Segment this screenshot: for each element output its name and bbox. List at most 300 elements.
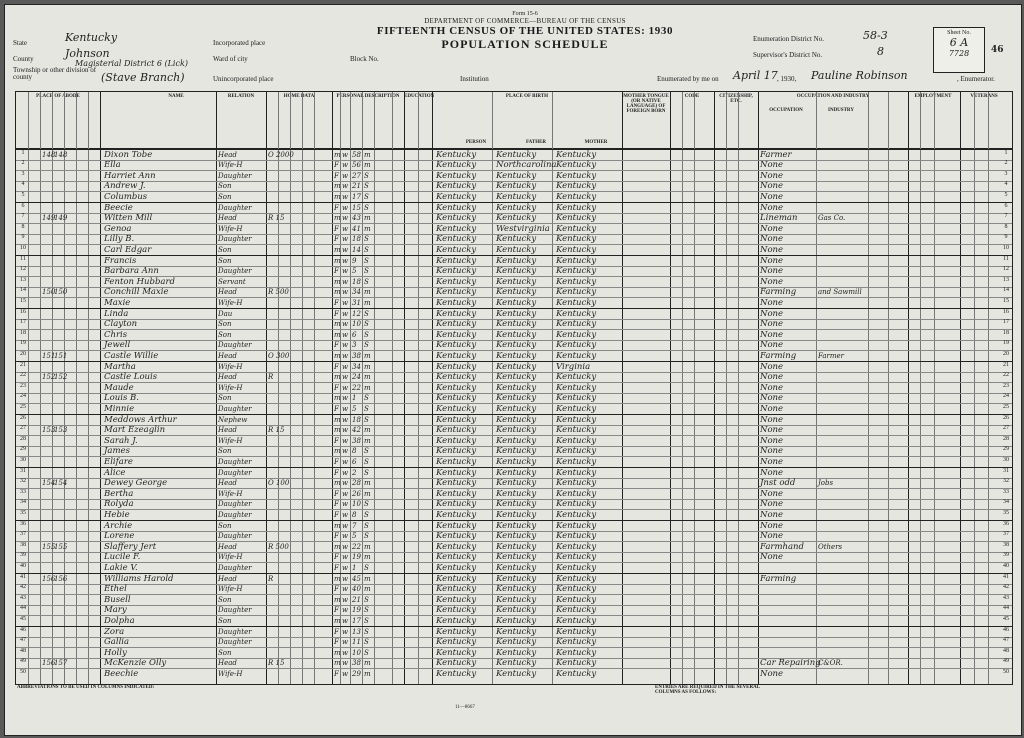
marital-status: S — [364, 330, 369, 339]
age: 19 — [352, 606, 361, 615]
row-number: 21 — [20, 361, 26, 368]
person-name: Dixon Tobe — [104, 149, 153, 160]
row-number-right: 30 — [1003, 456, 1009, 463]
dwelling-number: 148 — [42, 150, 56, 159]
birthplace-mother: Kentucky — [556, 191, 597, 202]
age: 24 — [352, 373, 361, 382]
row-number-right: 8 — [1004, 223, 1008, 230]
relationship: Daughter — [218, 500, 252, 509]
row-number-right: 49 — [1003, 658, 1009, 665]
marital-status: m — [364, 150, 371, 159]
row-number-right: 22 — [1003, 372, 1009, 379]
marital-status: S — [364, 606, 369, 615]
birthplace-mother: Kentucky — [556, 647, 597, 658]
row-number-right: 24 — [1003, 393, 1009, 400]
birthplace-person: Kentucky — [436, 266, 477, 277]
race: w — [342, 182, 348, 191]
age: 2 — [352, 468, 357, 477]
occupation: None — [760, 372, 784, 383]
marital-status: S — [364, 277, 369, 286]
birthplace-mother: Kentucky — [556, 467, 597, 478]
person-name: Maude — [104, 382, 134, 393]
relationship: Son — [218, 320, 232, 329]
birthplace-person: Kentucky — [436, 446, 477, 457]
race: w — [342, 616, 348, 625]
birthplace-father: Kentucky — [496, 350, 537, 361]
race: w — [342, 161, 348, 170]
birthplace-father: Kentucky — [496, 266, 537, 277]
birthplace-father: Kentucky — [496, 191, 537, 202]
row-number: 46 — [20, 626, 26, 633]
marital-status: S — [364, 192, 369, 201]
row-number-right: 26 — [1003, 414, 1009, 421]
race: w — [342, 426, 348, 435]
relationship: Wife-H — [218, 669, 243, 678]
sex: m — [334, 320, 341, 329]
row-number: 41 — [20, 573, 26, 580]
birthplace-father: Kentucky — [496, 393, 537, 404]
birthplace-person: Kentucky — [436, 435, 477, 446]
sex: m — [334, 648, 341, 657]
row-number: 22 — [20, 372, 26, 379]
person-name: Columbus — [104, 191, 148, 202]
home-tenure: R 500 — [268, 288, 289, 297]
sex: m — [334, 415, 341, 424]
sex: m — [334, 542, 341, 551]
person-name: Martha — [104, 361, 136, 372]
birthplace-father: Kentucky — [496, 552, 537, 563]
birthplace-mother: Kentucky — [556, 372, 597, 383]
dwelling-number: 156 — [42, 659, 56, 668]
row-number-right: 15 — [1003, 297, 1009, 304]
home-tenure: R 15 — [268, 659, 285, 668]
race: w — [342, 595, 348, 604]
row-number-right: 21 — [1003, 361, 1009, 368]
occupation: None — [760, 499, 784, 510]
row-number: 2 — [21, 160, 25, 167]
ward-label: Ward of city — [213, 55, 248, 63]
relationship: Daughter — [218, 404, 252, 413]
birthplace-father: Kentucky — [496, 467, 537, 478]
age: 21 — [352, 595, 361, 604]
race: w — [342, 500, 348, 509]
row-number-right: 5 — [1004, 191, 1008, 198]
birthplace-person: Kentucky — [436, 319, 477, 330]
col-occupation-industry: OCCUPATION AND INDUSTRY — [796, 94, 870, 99]
row-number-right: 10 — [1003, 244, 1009, 251]
birthplace-father: Northcarolina — [496, 160, 557, 171]
row-number: 44 — [20, 605, 26, 612]
relationship: Wife-H — [218, 553, 243, 562]
home-tenure: R 15 — [268, 214, 285, 223]
sex: F — [334, 267, 339, 276]
row-number: 37 — [20, 531, 26, 538]
person-name: Zora — [104, 626, 125, 637]
person-name: Andrew J. — [104, 181, 146, 192]
birthplace-person: Kentucky — [436, 223, 477, 234]
birthplace-father: Kentucky — [496, 531, 537, 542]
row-number: 35 — [20, 509, 26, 516]
age: 13 — [352, 627, 361, 636]
occupation: None — [760, 446, 784, 457]
dwelling-number: 156 — [42, 574, 56, 583]
birthplace-father: Kentucky — [496, 541, 537, 552]
row-number: 28 — [20, 435, 26, 442]
row-number-right: 14 — [1003, 287, 1009, 294]
family-number: 156 — [54, 574, 68, 583]
sex: F — [334, 627, 339, 636]
race: w — [342, 245, 348, 254]
occupation: None — [760, 403, 784, 414]
birthplace-father: Kentucky — [496, 170, 537, 181]
occupation: Farming — [760, 287, 797, 298]
row-number: 42 — [20, 584, 26, 591]
industry: Others — [818, 542, 843, 551]
race: w — [342, 457, 348, 466]
form-code: 11—8667 — [455, 705, 475, 710]
race: w — [342, 521, 348, 530]
state-label: State — [13, 39, 27, 47]
sex: F — [334, 563, 339, 572]
col-education: EDUCATION — [404, 94, 435, 99]
supervisor-district-label: Supervisor's District No. — [753, 51, 823, 59]
family-number: 149 — [54, 214, 68, 223]
occupation: None — [760, 414, 784, 425]
person-name: Barbara Ann — [104, 266, 159, 277]
marital-status: S — [364, 510, 369, 519]
race: w — [342, 553, 348, 562]
birthplace-mother: Kentucky — [556, 615, 597, 626]
sex: m — [334, 659, 341, 668]
unincorporated-label: Unincorporated place — [213, 75, 274, 83]
sex: F — [334, 224, 339, 233]
birthplace-mother: Kentucky — [556, 668, 597, 679]
person-name: Lakie V. — [104, 562, 138, 573]
sex: m — [334, 479, 341, 488]
row-number: 26 — [20, 414, 26, 421]
age: 9 — [352, 256, 357, 265]
relationship: Wife-H — [218, 436, 243, 445]
relationship: Wife-H — [218, 489, 243, 498]
occupation: None — [760, 435, 784, 446]
birthplace-person: Kentucky — [436, 329, 477, 340]
marital-status: m — [364, 373, 371, 382]
birthplace-person: Kentucky — [436, 467, 477, 478]
birthplace-father: Kentucky — [496, 414, 537, 425]
age: 58 — [352, 150, 361, 159]
occupation: Car Repairing — [760, 658, 821, 669]
birthplace-person: Kentucky — [436, 244, 477, 255]
relationship: Daughter — [218, 627, 252, 636]
person-name: Lilly B. — [104, 234, 135, 245]
person-name: Busell — [104, 594, 131, 605]
col-employment: EMPLOYMENT — [914, 94, 952, 99]
birthplace-person: Kentucky — [436, 668, 477, 679]
person-name: Conchill Maxie — [104, 287, 169, 298]
home-tenure: R 500 — [268, 542, 289, 551]
birthplace-mother: Kentucky — [556, 552, 597, 563]
birthplace-person: Kentucky — [436, 488, 477, 499]
race: w — [342, 404, 348, 413]
row-number: 32 — [20, 478, 26, 485]
occupation: None — [760, 202, 784, 213]
relationship: Son — [218, 648, 232, 657]
marital-status: m — [364, 298, 371, 307]
birthplace-person: Kentucky — [436, 509, 477, 520]
sheet-sub-value: 7728 — [948, 49, 970, 58]
row-number-right: 28 — [1003, 435, 1009, 442]
birthplace-person: Kentucky — [436, 541, 477, 552]
relationship: Head — [218, 373, 237, 382]
race: w — [342, 373, 348, 382]
age: 1 — [352, 563, 357, 572]
birthplace-father: Kentucky — [496, 435, 537, 446]
sex: m — [334, 447, 341, 456]
race: w — [342, 669, 348, 678]
row-number-right: 33 — [1003, 488, 1009, 495]
race: w — [342, 415, 348, 424]
marital-status: S — [364, 563, 369, 572]
state-value: Kentucky — [65, 31, 118, 44]
row-number-right: 35 — [1003, 509, 1009, 516]
relationship: Daughter — [218, 457, 252, 466]
person-name: Dewey George — [104, 478, 168, 489]
person-name: Carl Edgar — [104, 244, 152, 255]
row-number: 4 — [21, 181, 25, 188]
sex: m — [334, 182, 341, 191]
row-number-right: 39 — [1003, 552, 1009, 559]
race: w — [342, 532, 348, 541]
marital-status: m — [364, 574, 371, 583]
race: w — [342, 330, 348, 339]
age: 41 — [352, 224, 361, 233]
birthplace-father: Kentucky — [496, 329, 537, 340]
row-number: 8 — [21, 223, 25, 230]
row-number-right: 37 — [1003, 531, 1009, 538]
col-code: CODE — [684, 94, 700, 99]
birthplace-person: Kentucky — [436, 276, 477, 287]
person-name: Archie — [104, 520, 133, 531]
age: 8 — [352, 447, 357, 456]
race: w — [342, 214, 348, 223]
age: 5 — [352, 532, 357, 541]
age: 29 — [352, 669, 361, 678]
birthplace-mother: Kentucky — [556, 531, 597, 542]
occupation: None — [760, 266, 784, 277]
sex: F — [334, 510, 339, 519]
race: w — [342, 298, 348, 307]
birthplace-person: Kentucky — [436, 170, 477, 181]
birthplace-father: Kentucky — [496, 403, 537, 414]
birthplace-person: Kentucky — [436, 213, 477, 224]
row-number: 27 — [20, 425, 26, 432]
institution-label: Institution — [460, 75, 489, 83]
race: w — [342, 256, 348, 265]
row-number: 49 — [20, 658, 26, 665]
marital-status: S — [364, 320, 369, 329]
age: 5 — [352, 404, 357, 413]
relationship: Daughter — [218, 203, 252, 212]
occupation: Lineman — [760, 213, 798, 224]
row-number: 13 — [20, 276, 26, 283]
race: w — [342, 192, 348, 201]
birthplace-father: Kentucky — [496, 594, 537, 605]
row-number-right: 44 — [1003, 605, 1009, 612]
birthplace-father: Kentucky — [496, 626, 537, 637]
enumerated-year: , 1930, — [777, 75, 797, 83]
birthplace-mother: Kentucky — [556, 149, 597, 160]
birthplace-mother: Kentucky — [556, 276, 597, 287]
birthplace-person: Kentucky — [436, 340, 477, 351]
person-name: Sarah J. — [104, 435, 138, 446]
sheet-number-box — [933, 27, 985, 73]
industry: and Sawmill — [818, 288, 862, 297]
sex: m — [334, 245, 341, 254]
township-value: Magisterial District 6 (Lick) — [75, 59, 188, 68]
sex: m — [334, 192, 341, 201]
occupation: None — [760, 425, 784, 436]
birthplace-father: Kentucky — [496, 509, 537, 520]
occupation: None — [760, 191, 784, 202]
birthplace-father: Kentucky — [496, 213, 537, 224]
birthplace-father: Kentucky — [496, 520, 537, 531]
birthplace-father: Kentucky — [496, 372, 537, 383]
table-header — [16, 92, 1012, 149]
race: w — [342, 383, 348, 392]
row-number-right: 4 — [1004, 181, 1008, 188]
row-number-right: 42 — [1003, 584, 1009, 591]
person-name: Elifare — [104, 456, 133, 467]
person-name: Chris — [104, 329, 128, 340]
age: 22 — [352, 383, 361, 392]
age: 28 — [352, 479, 361, 488]
occupation: Jnst odd — [760, 478, 796, 489]
industry: Farmer — [818, 351, 845, 360]
sex: F — [334, 203, 339, 212]
person-name: Lucile F. — [104, 552, 141, 563]
race: w — [342, 436, 348, 445]
row-number: 25 — [20, 403, 26, 410]
race: w — [342, 224, 348, 233]
relationship: Head — [218, 288, 237, 297]
row-number: 5 — [21, 191, 25, 198]
birthplace-mother: Virginia — [556, 361, 591, 372]
row-number-right: 34 — [1003, 499, 1009, 506]
race: w — [342, 288, 348, 297]
dwelling-number: 153 — [42, 426, 56, 435]
person-name: Ella — [104, 160, 121, 171]
dwelling-number: 151 — [42, 351, 56, 360]
race: w — [342, 585, 348, 594]
person-name: Alice — [104, 467, 126, 478]
row-number: 20 — [20, 350, 26, 357]
sheet-value: 6 A — [949, 36, 969, 49]
relationship: Wife-H — [218, 383, 243, 392]
marital-status: S — [364, 235, 369, 244]
occupation: Farmhand — [760, 541, 804, 552]
age: 5 — [352, 267, 357, 276]
row-number: 48 — [20, 647, 26, 654]
age: 8 — [352, 510, 357, 519]
row-number: 15 — [20, 297, 26, 304]
relationship: Daughter — [218, 563, 252, 572]
birthplace-person: Kentucky — [436, 605, 477, 616]
row-number: 19 — [20, 340, 26, 347]
birthplace-person: Kentucky — [436, 202, 477, 213]
person-name: Jewell — [104, 340, 131, 351]
birthplace-father: Kentucky — [496, 319, 537, 330]
birthplace-person: Kentucky — [436, 552, 477, 563]
birthplace-mother: Kentucky — [556, 499, 597, 510]
relationship: Dau — [218, 309, 233, 318]
birthplace-mother: Kentucky — [556, 234, 597, 245]
relationship: Daughter — [218, 510, 252, 519]
birthplace-mother: Kentucky — [556, 181, 597, 192]
race: w — [342, 648, 348, 657]
person-name: Rolyda — [104, 499, 134, 510]
race: w — [342, 447, 348, 456]
census-sheet — [4, 4, 1022, 736]
birthplace-mother: Kentucky — [556, 446, 597, 457]
relationship: Head — [218, 351, 237, 360]
birthplace-person: Kentucky — [436, 562, 477, 573]
dwelling-number: 155 — [42, 542, 56, 551]
birthplace-person: Kentucky — [436, 584, 477, 595]
occupation: None — [760, 520, 784, 531]
marital-status: S — [364, 457, 369, 466]
row-number: 29 — [20, 446, 26, 453]
sex: m — [334, 150, 341, 159]
birthplace-father: Kentucky — [496, 605, 537, 616]
occupation: None — [760, 340, 784, 351]
relationship: Son — [218, 521, 232, 530]
birthplace-father: Kentucky — [496, 562, 537, 573]
birthplace-mother: Kentucky — [556, 594, 597, 605]
person-name: Williams Harold — [104, 573, 174, 584]
industry: Gas Co. — [818, 214, 846, 223]
birthplace-father: Kentucky — [496, 276, 537, 287]
marital-status: S — [364, 182, 369, 191]
birthplace-person: Kentucky — [436, 191, 477, 202]
race: w — [342, 468, 348, 477]
col-veterans: VETERANS — [970, 94, 998, 99]
relationship: Daughter — [218, 235, 252, 244]
row-number-right: 9 — [1004, 234, 1008, 241]
occupation: None — [760, 234, 784, 245]
age: 7 — [352, 521, 357, 530]
birthplace-person: Kentucky — [436, 478, 477, 489]
birthplace-father: Kentucky — [496, 584, 537, 595]
relationship: Head — [218, 426, 237, 435]
birthplace-mother: Kentucky — [556, 478, 597, 489]
age: 34 — [352, 362, 361, 371]
row-number: 12 — [20, 266, 26, 273]
row-number: 17 — [20, 319, 26, 326]
marital-status: m — [364, 426, 371, 435]
row-number: 34 — [20, 499, 26, 506]
birthplace-person: Kentucky — [436, 308, 477, 319]
birthplace-person: Kentucky — [436, 658, 477, 669]
person-name: Louis B. — [104, 393, 139, 404]
home-tenure: O 300 — [268, 351, 290, 360]
industry: C&OR. — [818, 659, 843, 668]
row-number-right: 11 — [1003, 255, 1009, 262]
age: 10 — [352, 320, 361, 329]
occupation: None — [760, 160, 784, 171]
person-name: Francis — [104, 255, 137, 266]
occupation: None — [760, 255, 784, 266]
row-number: 43 — [20, 594, 26, 601]
